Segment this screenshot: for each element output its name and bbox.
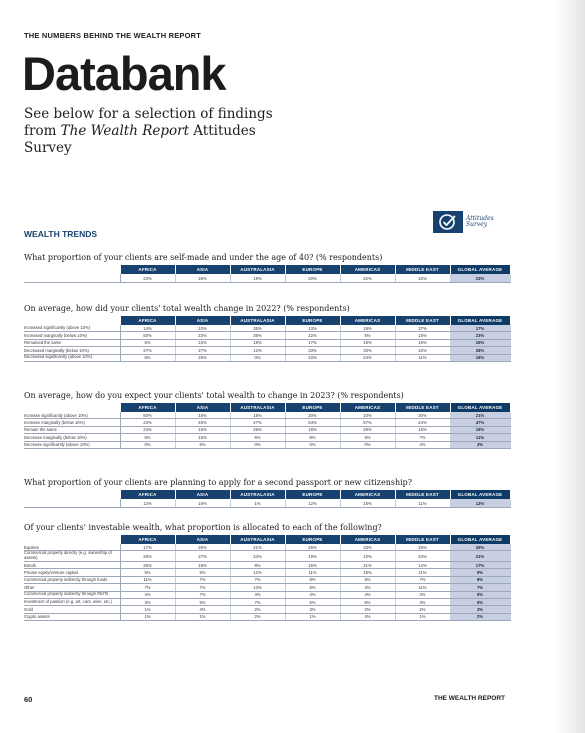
value-cell: 5% — [120, 339, 175, 346]
global-average-cell: 11% — [450, 434, 510, 441]
row-label: Investment of passion (e.g. art, cars, wine, etc.) — [24, 598, 120, 605]
value-cell: 5% — [340, 434, 395, 441]
table-row — [24, 354, 510, 361]
value-cell: 26% — [285, 544, 340, 551]
value-cell: 19% — [230, 274, 285, 283]
value-cell: 12% — [120, 499, 175, 508]
value-cell: 33% — [340, 347, 395, 354]
value-cell: 4% — [230, 591, 285, 598]
global-average-cell: 17% — [450, 325, 510, 332]
value-cell: 50% — [120, 412, 175, 419]
global-average-cell: 9% — [450, 569, 510, 576]
value-cell: 3% — [395, 598, 450, 605]
value-cell: 2% — [230, 606, 285, 613]
value-cell: 2% — [340, 606, 395, 613]
value-cell: 11% — [120, 576, 175, 583]
value-cell: 13% — [230, 584, 285, 591]
row-label: Remained the same — [24, 339, 120, 346]
value-cell: 8% — [230, 561, 285, 568]
value-cell: 12% — [230, 347, 285, 354]
value-cell: 24% — [340, 354, 395, 361]
value-cell: 10% — [340, 412, 395, 419]
global-average-cell: 17% — [450, 561, 510, 568]
row-label: Decreased significantly (above 10%) — [24, 354, 120, 361]
value-cell: 47% — [230, 419, 285, 426]
column-header: MIDDLE EAST — [395, 316, 450, 325]
table-row — [24, 576, 510, 583]
column-header: GLOBAL AVERAGE — [450, 265, 510, 274]
table-question: What proportion of your clients are planning to apply for a second passport or new citizenship? — [24, 478, 413, 487]
table-question: On average, how did your clients' total wealth change in 2022? (% respondents) — [24, 304, 350, 313]
column-header: AMERICAS — [340, 265, 395, 274]
value-cell: 4% — [340, 591, 395, 598]
data-table — [24, 403, 511, 449]
data-table — [24, 535, 511, 621]
attitudes-survey-badge — [433, 211, 494, 233]
value-cell: 35% — [230, 332, 285, 339]
column-header: EUROPE — [285, 535, 340, 544]
global-average-cell: 23% — [450, 332, 510, 339]
value-cell: 5% — [340, 576, 395, 583]
column-header: GLOBAL AVERAGE — [450, 316, 510, 325]
value-cell: 4% — [395, 441, 450, 448]
badge-text — [466, 216, 494, 228]
value-cell: 16% — [175, 499, 230, 508]
column-header: AFRICA — [120, 535, 175, 544]
value-cell: 15% — [175, 426, 230, 433]
column-header: ASIA — [175, 535, 230, 544]
global-average-cell: 23% — [450, 274, 510, 283]
global-average-cell: 21% — [450, 412, 510, 419]
row-label: Crypto assets — [24, 613, 120, 620]
intro-italic: The Wealth Report — [60, 123, 189, 139]
value-cell: 5% — [285, 584, 340, 591]
column-header: ASIA — [175, 265, 230, 274]
row-label: Commercial property directly (e.g. ownership of assets) — [24, 551, 120, 562]
column-header: EUROPE — [285, 265, 340, 274]
value-cell: 0% — [230, 354, 285, 361]
table-row — [24, 499, 510, 508]
value-cell: 0% — [230, 441, 285, 448]
value-cell: 11% — [285, 569, 340, 576]
value-cell: 22% — [395, 347, 450, 354]
value-cell: 1% — [120, 606, 175, 613]
value-cell: 25% — [395, 544, 450, 551]
value-cell: 15% — [395, 332, 450, 339]
table-header-row — [24, 316, 510, 325]
value-cell: 22% — [395, 274, 450, 283]
column-header: AFRICA — [120, 316, 175, 325]
global-average-cell: 16% — [450, 354, 510, 361]
value-cell: 29% — [230, 426, 285, 433]
value-cell: 7% — [175, 576, 230, 583]
value-cell: 35% — [230, 325, 285, 332]
page-number: 60 — [24, 695, 33, 704]
value-cell: 17% — [120, 544, 175, 551]
table-row — [24, 325, 510, 332]
column-header: MIDDLE EAST — [395, 403, 450, 412]
row-label: Increase marginally (below 10%) — [24, 419, 120, 426]
value-cell: 1% — [175, 613, 230, 620]
value-cell: 24% — [395, 551, 450, 562]
header-blank-cell — [24, 265, 120, 274]
value-cell: 2% — [395, 591, 450, 598]
value-cell: 3% — [120, 598, 175, 605]
value-cell: 29% — [340, 426, 395, 433]
column-header: AUSTRALASIA — [230, 403, 285, 412]
badge-line2: Survey — [466, 221, 488, 228]
column-header: AMERICAS — [340, 403, 395, 412]
value-cell: 18% — [175, 412, 230, 419]
value-cell: 15% — [285, 561, 340, 568]
table-row — [24, 339, 510, 346]
header-blank-cell — [24, 403, 120, 412]
data-table — [24, 490, 511, 508]
table-row — [24, 613, 510, 620]
table-question: On average, how do you expect your clients' total wealth to change in 2023? (% respondents) — [24, 391, 404, 400]
global-average-cell: 16% — [450, 339, 510, 346]
page-title: Databank — [22, 47, 226, 100]
value-cell: 11% — [395, 354, 450, 361]
value-cell: 23% — [120, 426, 175, 433]
value-cell: 5% — [175, 598, 230, 605]
value-cell: 12% — [230, 569, 285, 576]
global-average-cell: 26% — [450, 544, 510, 551]
table-header-row — [24, 490, 510, 499]
value-cell: 6% — [340, 598, 395, 605]
data-table-block — [24, 253, 510, 283]
value-cell: 23% — [120, 419, 175, 426]
value-cell: 2% — [395, 606, 450, 613]
header-blank-cell — [24, 316, 120, 325]
global-average-cell: 5% — [450, 591, 510, 598]
value-cell: 37% — [395, 325, 450, 332]
global-average-cell: 21% — [450, 551, 510, 562]
table-row — [24, 569, 510, 576]
value-cell: 22% — [340, 274, 395, 283]
publication-name: THE WEALTH REPORT — [433, 695, 505, 702]
column-header: EUROPE — [285, 316, 340, 325]
value-cell: 11% — [395, 584, 450, 591]
value-cell: 5% — [340, 332, 395, 339]
value-cell: 24% — [230, 551, 285, 562]
column-header: AUSTRALASIA — [230, 316, 285, 325]
value-cell: 11% — [395, 569, 450, 576]
global-average-cell: 3% — [450, 441, 510, 448]
value-cell: 27% — [120, 347, 175, 354]
value-cell: 0% — [340, 441, 395, 448]
value-cell: 26% — [120, 551, 175, 562]
value-cell: 21% — [340, 561, 395, 568]
value-cell: 26% — [175, 544, 230, 551]
column-header: EUROPE — [285, 403, 340, 412]
value-cell: 23% — [175, 332, 230, 339]
table-row — [24, 419, 510, 426]
table-row — [24, 561, 510, 568]
value-cell: 33% — [340, 544, 395, 551]
column-header: GLOBAL AVERAGE — [450, 403, 510, 412]
value-cell: 15% — [175, 339, 230, 346]
value-cell: 18% — [230, 412, 285, 419]
value-cell: 7% — [395, 576, 450, 583]
table-row — [24, 332, 510, 339]
value-cell: 5% — [120, 434, 175, 441]
column-header: ASIA — [175, 403, 230, 412]
value-cell: 20% — [285, 412, 340, 419]
global-average-cell: 3% — [450, 606, 510, 613]
intro-text — [24, 106, 284, 157]
row-label: Remain the same — [24, 426, 120, 433]
table-header-row — [24, 265, 510, 274]
global-average-cell: 2% — [450, 613, 510, 620]
value-cell: 19% — [340, 339, 395, 346]
value-cell: 27% — [175, 347, 230, 354]
value-cell: 7% — [230, 598, 285, 605]
row-label: Increase significantly (above 10%) — [24, 412, 120, 419]
data-table-block — [24, 391, 510, 449]
global-average-cell: 8% — [450, 576, 510, 583]
data-table-block — [24, 523, 510, 621]
table-header-row — [24, 535, 510, 544]
value-cell: 14% — [120, 325, 175, 332]
row-label: Decrease marginally (below 10%) — [24, 434, 120, 441]
column-header: MIDDLE EAST — [395, 535, 450, 544]
global-average-cell: 47% — [450, 419, 510, 426]
value-cell: 50% — [120, 332, 175, 339]
value-cell: 6% — [230, 434, 285, 441]
column-header: AMERICAS — [340, 490, 395, 499]
global-average-cell: 13% — [450, 499, 510, 508]
value-cell: 18% — [285, 426, 340, 433]
column-header: AUSTRALASIA — [230, 490, 285, 499]
table-row — [24, 551, 510, 562]
value-cell: 4% — [285, 591, 340, 598]
value-cell: 15% — [395, 339, 450, 346]
value-cell: 4% — [120, 591, 175, 598]
value-cell: 0% — [120, 441, 175, 448]
row-label: Commercial property indirectly through REITs — [24, 591, 120, 598]
table-row — [24, 426, 510, 433]
value-cell: 15% — [340, 569, 395, 576]
value-cell: 7% — [120, 584, 175, 591]
column-header: MIDDLE EAST — [395, 490, 450, 499]
table-row — [24, 591, 510, 598]
value-cell: 54% — [285, 419, 340, 426]
value-cell: 33% — [285, 347, 340, 354]
value-cell: 13% — [285, 325, 340, 332]
value-cell: 25% — [175, 354, 230, 361]
row-label — [24, 499, 120, 508]
header-blank-cell — [24, 535, 120, 544]
value-cell: 19% — [285, 551, 340, 562]
value-cell: 4% — [175, 606, 230, 613]
badge-box — [433, 211, 463, 233]
value-cell: 9% — [285, 576, 340, 583]
global-average-cell: 7% — [450, 584, 510, 591]
row-label: Increased significantly (above 10%) — [24, 325, 120, 332]
data-table-block — [24, 478, 510, 508]
table-row — [24, 606, 510, 613]
value-cell: 1% — [120, 613, 175, 620]
table-question: What proportion of your clients are self-made and under the age of 40? (% respondents) — [24, 253, 383, 262]
value-cell: 18% — [175, 561, 230, 568]
column-header: AFRICA — [120, 403, 175, 412]
column-header: GLOBAL AVERAGE — [450, 490, 510, 499]
value-cell: 3% — [285, 606, 340, 613]
value-cell: 3% — [340, 584, 395, 591]
row-label: Gold — [24, 606, 120, 613]
intro-prefix: See below for a selection of findings from — [24, 106, 273, 139]
value-cell: 15% — [340, 499, 395, 508]
table-row — [24, 584, 510, 591]
value-cell: 5% — [175, 569, 230, 576]
data-table — [24, 265, 511, 283]
column-header: AUSTRALASIA — [230, 535, 285, 544]
row-label: Bonds — [24, 561, 120, 568]
table-row — [24, 347, 510, 354]
value-cell: 15% — [175, 434, 230, 441]
column-header: GLOBAL AVERAGE — [450, 535, 510, 544]
column-header: AMERICAS — [340, 535, 395, 544]
value-cell: 7% — [175, 584, 230, 591]
value-cell: 2% — [230, 613, 285, 620]
check-circle-icon — [433, 211, 463, 233]
value-cell: 7% — [395, 434, 450, 441]
value-cell: 7% — [175, 591, 230, 598]
global-average-cell: 18% — [450, 426, 510, 433]
value-cell: 19% — [340, 325, 395, 332]
column-header: MIDDLE EAST — [395, 265, 450, 274]
value-cell: 25% — [120, 561, 175, 568]
value-cell: 44% — [395, 419, 450, 426]
value-cell: 21% — [230, 544, 285, 551]
value-cell: 5% — [120, 354, 175, 361]
value-cell: 18% — [230, 339, 285, 346]
value-cell: 7% — [230, 576, 285, 583]
table-row — [24, 274, 510, 283]
column-header: AFRICA — [120, 265, 175, 274]
value-cell: 15% — [395, 426, 450, 433]
value-cell: 4% — [340, 613, 395, 620]
table-question: Of your clients' investable wealth, what proportion is allocated to each of the following? — [24, 523, 382, 532]
value-cell: 30% — [395, 412, 450, 419]
value-cell: 11% — [395, 499, 450, 508]
value-cell: 12% — [285, 499, 340, 508]
data-table — [24, 316, 511, 362]
value-cell: 10% — [175, 325, 230, 332]
value-cell: 26% — [175, 274, 230, 283]
table-row — [24, 434, 510, 441]
value-cell: 8% — [285, 434, 340, 441]
table-header-row — [24, 403, 510, 412]
global-average-cell: 28% — [450, 347, 510, 354]
value-cell: 5% — [285, 598, 340, 605]
value-cell: 20% — [285, 274, 340, 283]
value-cell: 1% — [230, 499, 285, 508]
row-label: Private equity/venture capital — [24, 569, 120, 576]
value-cell: 57% — [340, 419, 395, 426]
section-title: WEALTH TRENDS — [24, 229, 98, 239]
row-label: Decreased marginally (below 10%) — [24, 347, 120, 354]
table-row — [24, 441, 510, 448]
page-kicker: THE NUMBERS BEHIND THE WEALTH REPORT — [24, 31, 202, 40]
table-row — [24, 598, 510, 605]
badge-line1: Attitudes — [466, 215, 494, 222]
value-cell: 0% — [285, 441, 340, 448]
value-cell: 6% — [175, 441, 230, 448]
row-label: Increased marginally (below 10%) — [24, 332, 120, 339]
column-header: ASIA — [175, 490, 230, 499]
value-cell: 1% — [285, 613, 340, 620]
column-header: AFRICA — [120, 490, 175, 499]
global-average-cell: 5% — [450, 598, 510, 605]
value-cell: 45% — [175, 419, 230, 426]
row-label: Decrease significantly (above 10%) — [24, 441, 120, 448]
table-row — [24, 412, 510, 419]
data-table-block — [24, 304, 510, 362]
header-blank-cell — [24, 490, 120, 499]
page-edge-shadow — [555, 0, 585, 733]
value-cell: 17% — [285, 339, 340, 346]
row-label: Other — [24, 584, 120, 591]
value-cell: 10% — [285, 354, 340, 361]
row-label: Commercial property indirectly through funds — [24, 576, 120, 583]
row-label: Equities — [24, 544, 120, 551]
row-label — [24, 274, 120, 283]
column-header: ASIA — [175, 316, 230, 325]
value-cell: 27% — [175, 551, 230, 562]
value-cell: 10% — [340, 551, 395, 562]
value-cell: 5% — [120, 569, 175, 576]
column-header: EUROPE — [285, 490, 340, 499]
value-cell: 14% — [395, 561, 450, 568]
value-cell: 22% — [285, 332, 340, 339]
value-cell: 23% — [120, 274, 175, 283]
column-header: AUSTRALASIA — [230, 265, 285, 274]
intro-suffix: Attitudes Survey — [24, 123, 256, 156]
value-cell: 1% — [395, 613, 450, 620]
column-header: AMERICAS — [340, 316, 395, 325]
